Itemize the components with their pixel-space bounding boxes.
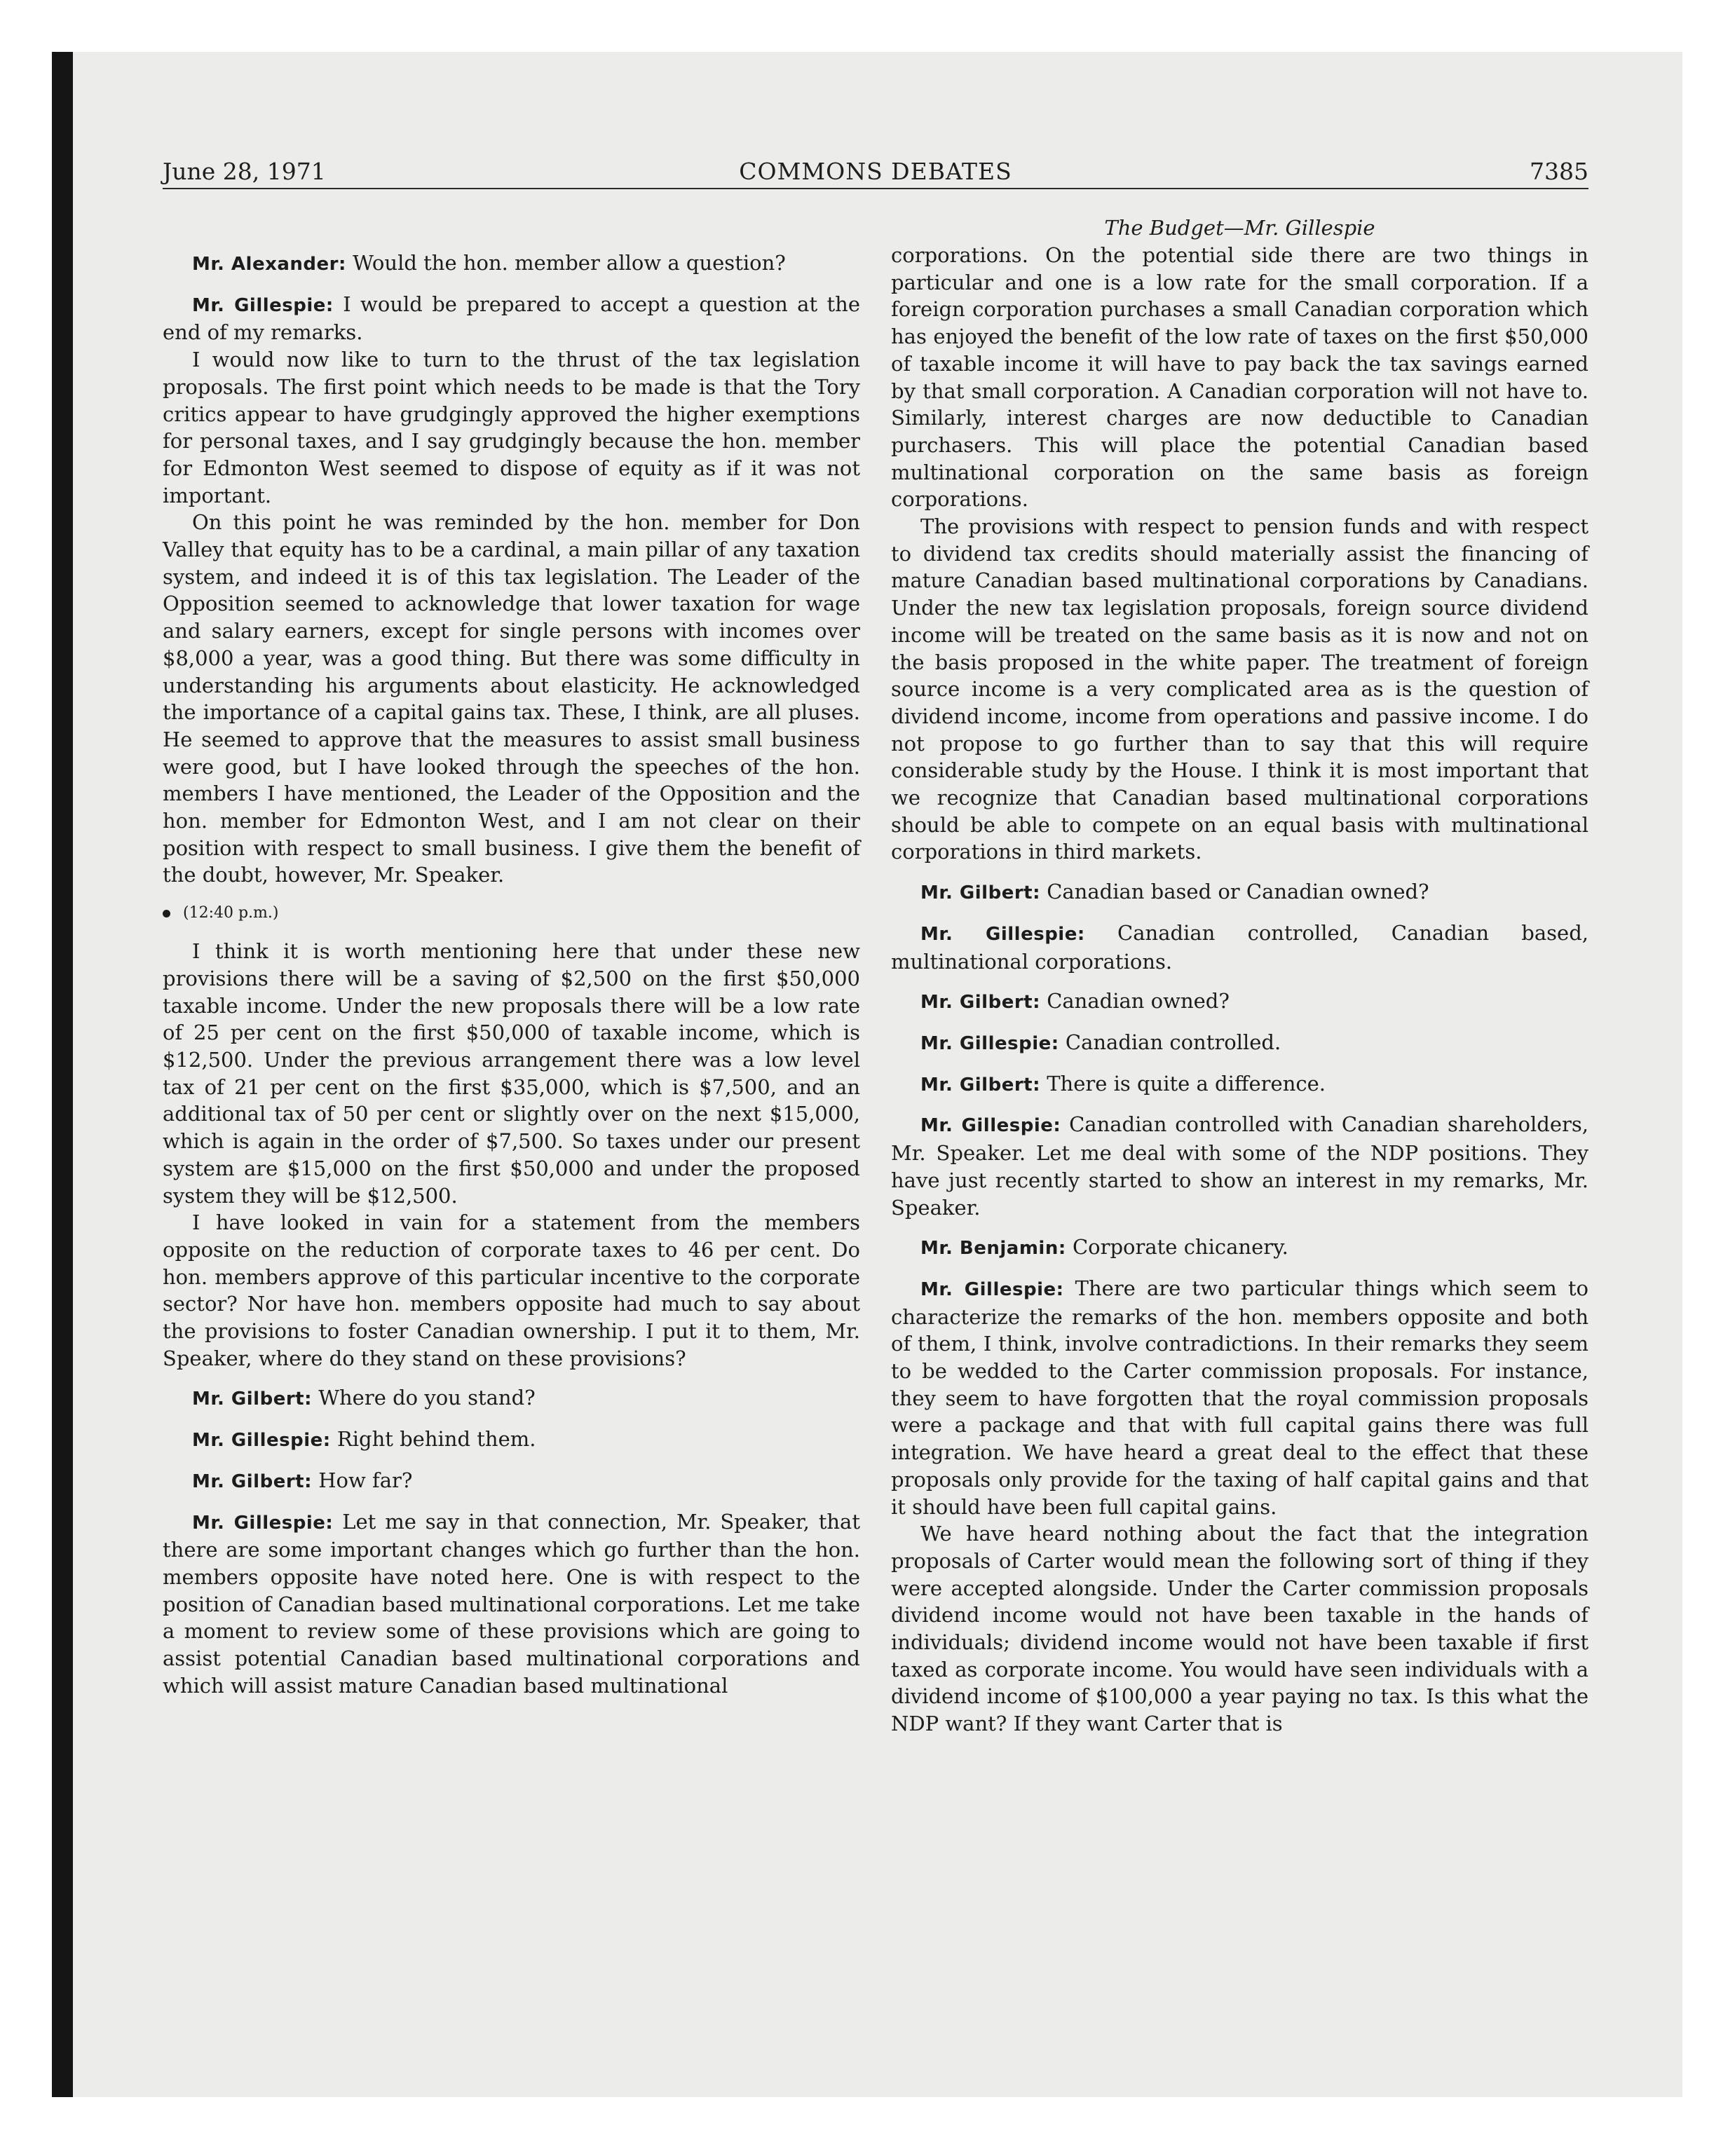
speech-text: There is quite a difference. xyxy=(1040,1071,1326,1096)
header-date: June 28, 1971 xyxy=(163,158,326,185)
speaker-name: Mr. Gillespie: xyxy=(192,1512,334,1534)
speech-text: Canadian owned? xyxy=(1040,989,1230,1014)
timestamp-text: (12:40 p.m.) xyxy=(183,904,279,922)
speech-text: Where do you stand? xyxy=(311,1386,536,1410)
paragraph: On this point he was reminded by the hon. member for Don Valley that equity has to be a cardinal, a main pillar of any taxation system, and indeed it is of this tax legislation. The Leader of the Opposition seemed to acknowledge that lower taxation for wage and salary earners, except for single persons with incomes over $8,000 a year, was a good thing. But there was some difficulty in understanding his arguments about elasticity. He acknowledged the importance of a capital gains tax. These, I think, are all pluses. He seemed to approve that the measures to assist small business were good, but I have looked through the speeches of the hon. members I have mentioned, the Leader of the Opposition and the hon. member for Edmonton West, and I am not clear on their position with respect to small business. I give them the benefit of the doubt, however, Mr. Speaker. xyxy=(163,510,860,887)
timestamp xyxy=(163,903,860,924)
speech-text: Would the hon. member allow a question? xyxy=(346,251,786,275)
paragraph xyxy=(891,1234,1588,1262)
paragraph: The provisions with respect to pension funds and with respect to dividend tax credits should materially assist the financing of mature Canadian based multinational corporations by Canadians. Under the new tax legislation proposals, foreign source dividend income will be treated on the same basis as it is now and not on the basis proposed in the white paper. The treatment of foreign source income is a very complicated area as is the question of dividend income, income from operations and passive income. I do not propose to go further than to say that this will require considerable study by the House. I think it is most important that we recognize that Canadian based multinational corporations should be able to compete on an equal basis with multinational corporations in third markets. xyxy=(891,514,1588,864)
running-head: The Budget—Mr. Gillespie xyxy=(1104,216,1375,240)
page-header xyxy=(163,154,1588,189)
speaker-name: Mr. Alexander: xyxy=(192,254,346,275)
speaker-name: Mr. Gillespie: xyxy=(920,923,1085,945)
paragraph xyxy=(891,1070,1588,1099)
speech-text: Canadian controlled with Canadian shareholders, Mr. Speaker. Let me deal with some of the NDP positions. They have just recently started to show an interest in my remarks, Mr. Speaker. xyxy=(891,1112,1588,1220)
paragraph: We have heard nothing about the fact that the integration proposals of Carter would mean the following sort of thing if they were accepted alongside. Under the Carter commission proposals dividend income would not have been taxable in the hands of individuals; dividend income would not have been taxable if first taxed as corporate income. You would have seen individuals with a dividend income of $100,000 a year paying no tax. Is this what the NDP want? If they want Carter that is xyxy=(891,1522,1588,1736)
speaker-name: Mr. Gilbert: xyxy=(920,882,1040,904)
speech-text: Right behind them. xyxy=(330,1427,536,1452)
speech-text: Let me say in that connection, Mr. Speaker, that there are some important changes which go further than the hon. members opposite have noted here. One is with respect to the position of Canadian based multinational corporations. Let me take a moment to review some of these provisions which are going to assist potential Canadian based multinational corporations and which will assist mature Canadian based multinational xyxy=(163,1509,860,1698)
speaker-name: Mr. Benjamin: xyxy=(920,1238,1066,1260)
paragraph xyxy=(891,920,1588,975)
speech-text: Canadian based or Canadian owned? xyxy=(1040,880,1429,904)
paragraph xyxy=(891,878,1588,907)
speaker-name: Mr. Gillespie: xyxy=(920,1278,1064,1300)
paragraph xyxy=(163,291,860,346)
paragraph xyxy=(163,1426,860,1454)
paragraph: I would now like to turn to the thrust of the tax legislation proposals. The first point which needs to be made is that the Tory critics appear to have grudgingly approved the higher exemptions for personal taxes, and I say grudgingly because the hon. member for Edmonton West seemed to dispose of equity as if it was not important. xyxy=(163,348,860,507)
paragraph xyxy=(163,1467,860,1496)
header-rule xyxy=(163,188,1588,189)
left-column xyxy=(163,238,860,1699)
speaker-name: Mr. Gilbert: xyxy=(920,1074,1040,1096)
paragraph xyxy=(891,1111,1588,1221)
speaker-name: Mr. Gillespie: xyxy=(920,1115,1061,1137)
speech-text: Canadian controlled. xyxy=(1059,1030,1281,1054)
speaker-name: Mr. Gilbert: xyxy=(192,1471,312,1492)
speaker-name: Mr. Gillespie: xyxy=(192,294,334,316)
paragraph: corporations. On the potential side there are two things in particular and one is a low rate for the small corporation. If a foreign corporation purchases a small Canadian corporation which has enjoyed the benefit of the low rate of taxes on the first $50,000 of taxable income it will have to pay back the tax savings earned by that small corporation. A Canadian corporation will not have to. Similarly, interest charges are now deductible to Canadian purchasers. This will place the potential Canadian based multinational corporation on the same basis as foreign corporations. xyxy=(891,243,1588,512)
speech-text: There are two particular things which seem to characterize the remarks of the hon. members opposite and both of them, I think, involve contradictions. In their remarks they seem to be wedded to the Carter commission proposals. For instance, they seem to have forgotten that the royal commission proposals were a package and that with full capital gains there was full integration. We have heard a great deal to the effect that these proposals only provide for the taxing of half capital gains and that it should have been full capital gains. xyxy=(891,1276,1588,1519)
paragraph xyxy=(163,1384,860,1413)
header-publication: COMMONS DEBATES xyxy=(739,158,1012,185)
speaker-name: Mr. Gillespie: xyxy=(920,1032,1059,1054)
header-page-number: 7385 xyxy=(1530,158,1588,185)
speech-text: Corporate chicanery. xyxy=(1066,1235,1288,1260)
paragraph xyxy=(163,250,860,278)
paragraph xyxy=(891,1029,1588,1058)
speech-text: Canadian controlled, Canadian based, multinational corporations. xyxy=(891,920,1588,974)
right-column xyxy=(891,214,1588,1738)
speaker-name: Mr. Gillespie: xyxy=(192,1430,331,1452)
scan-edge-bar xyxy=(52,52,73,2097)
paragraph xyxy=(891,988,1588,1016)
speaker-name: Mr. Gilbert: xyxy=(192,1389,312,1410)
paragraph: I think it is worth mentioning here that under these new provisions there will be a saving of $2,500 on the first $50,000 taxable income. Under the new proposals there will be a low rate of 25 per cent on the first $50,000 of taxable income, which is $12,500. Under the previous arrangement there was a low level tax of 21 per cent on the first $35,000, which is $7,500, and an additional tax of 50 per cent or slightly over on the next $15,000, which is again in the order of $7,500. So taxes under our present system are $15,000 on the first $50,000 and under the proposed system they will be $12,500. xyxy=(163,939,860,1208)
speech-text: How far? xyxy=(311,1468,413,1492)
paragraph xyxy=(163,1508,860,1700)
bullet-icon xyxy=(163,910,170,917)
paragraph xyxy=(891,1275,1588,1520)
speaker-name: Mr. Gilbert: xyxy=(920,992,1040,1014)
speech-text: I would be prepared to accept a question at the end of my remarks. xyxy=(163,292,860,345)
paragraph: I have looked in vain for a statement from the members opposite on the reduction of corporate taxes to 46 per cent. Do hon. members approve of this particular incentive to the corporate sector? Nor have hon. members opposite had much to say about the provisions to foster Canadian ownership. I put it to them, Mr. Speaker, where do they stand on these provisions? xyxy=(163,1210,860,1370)
